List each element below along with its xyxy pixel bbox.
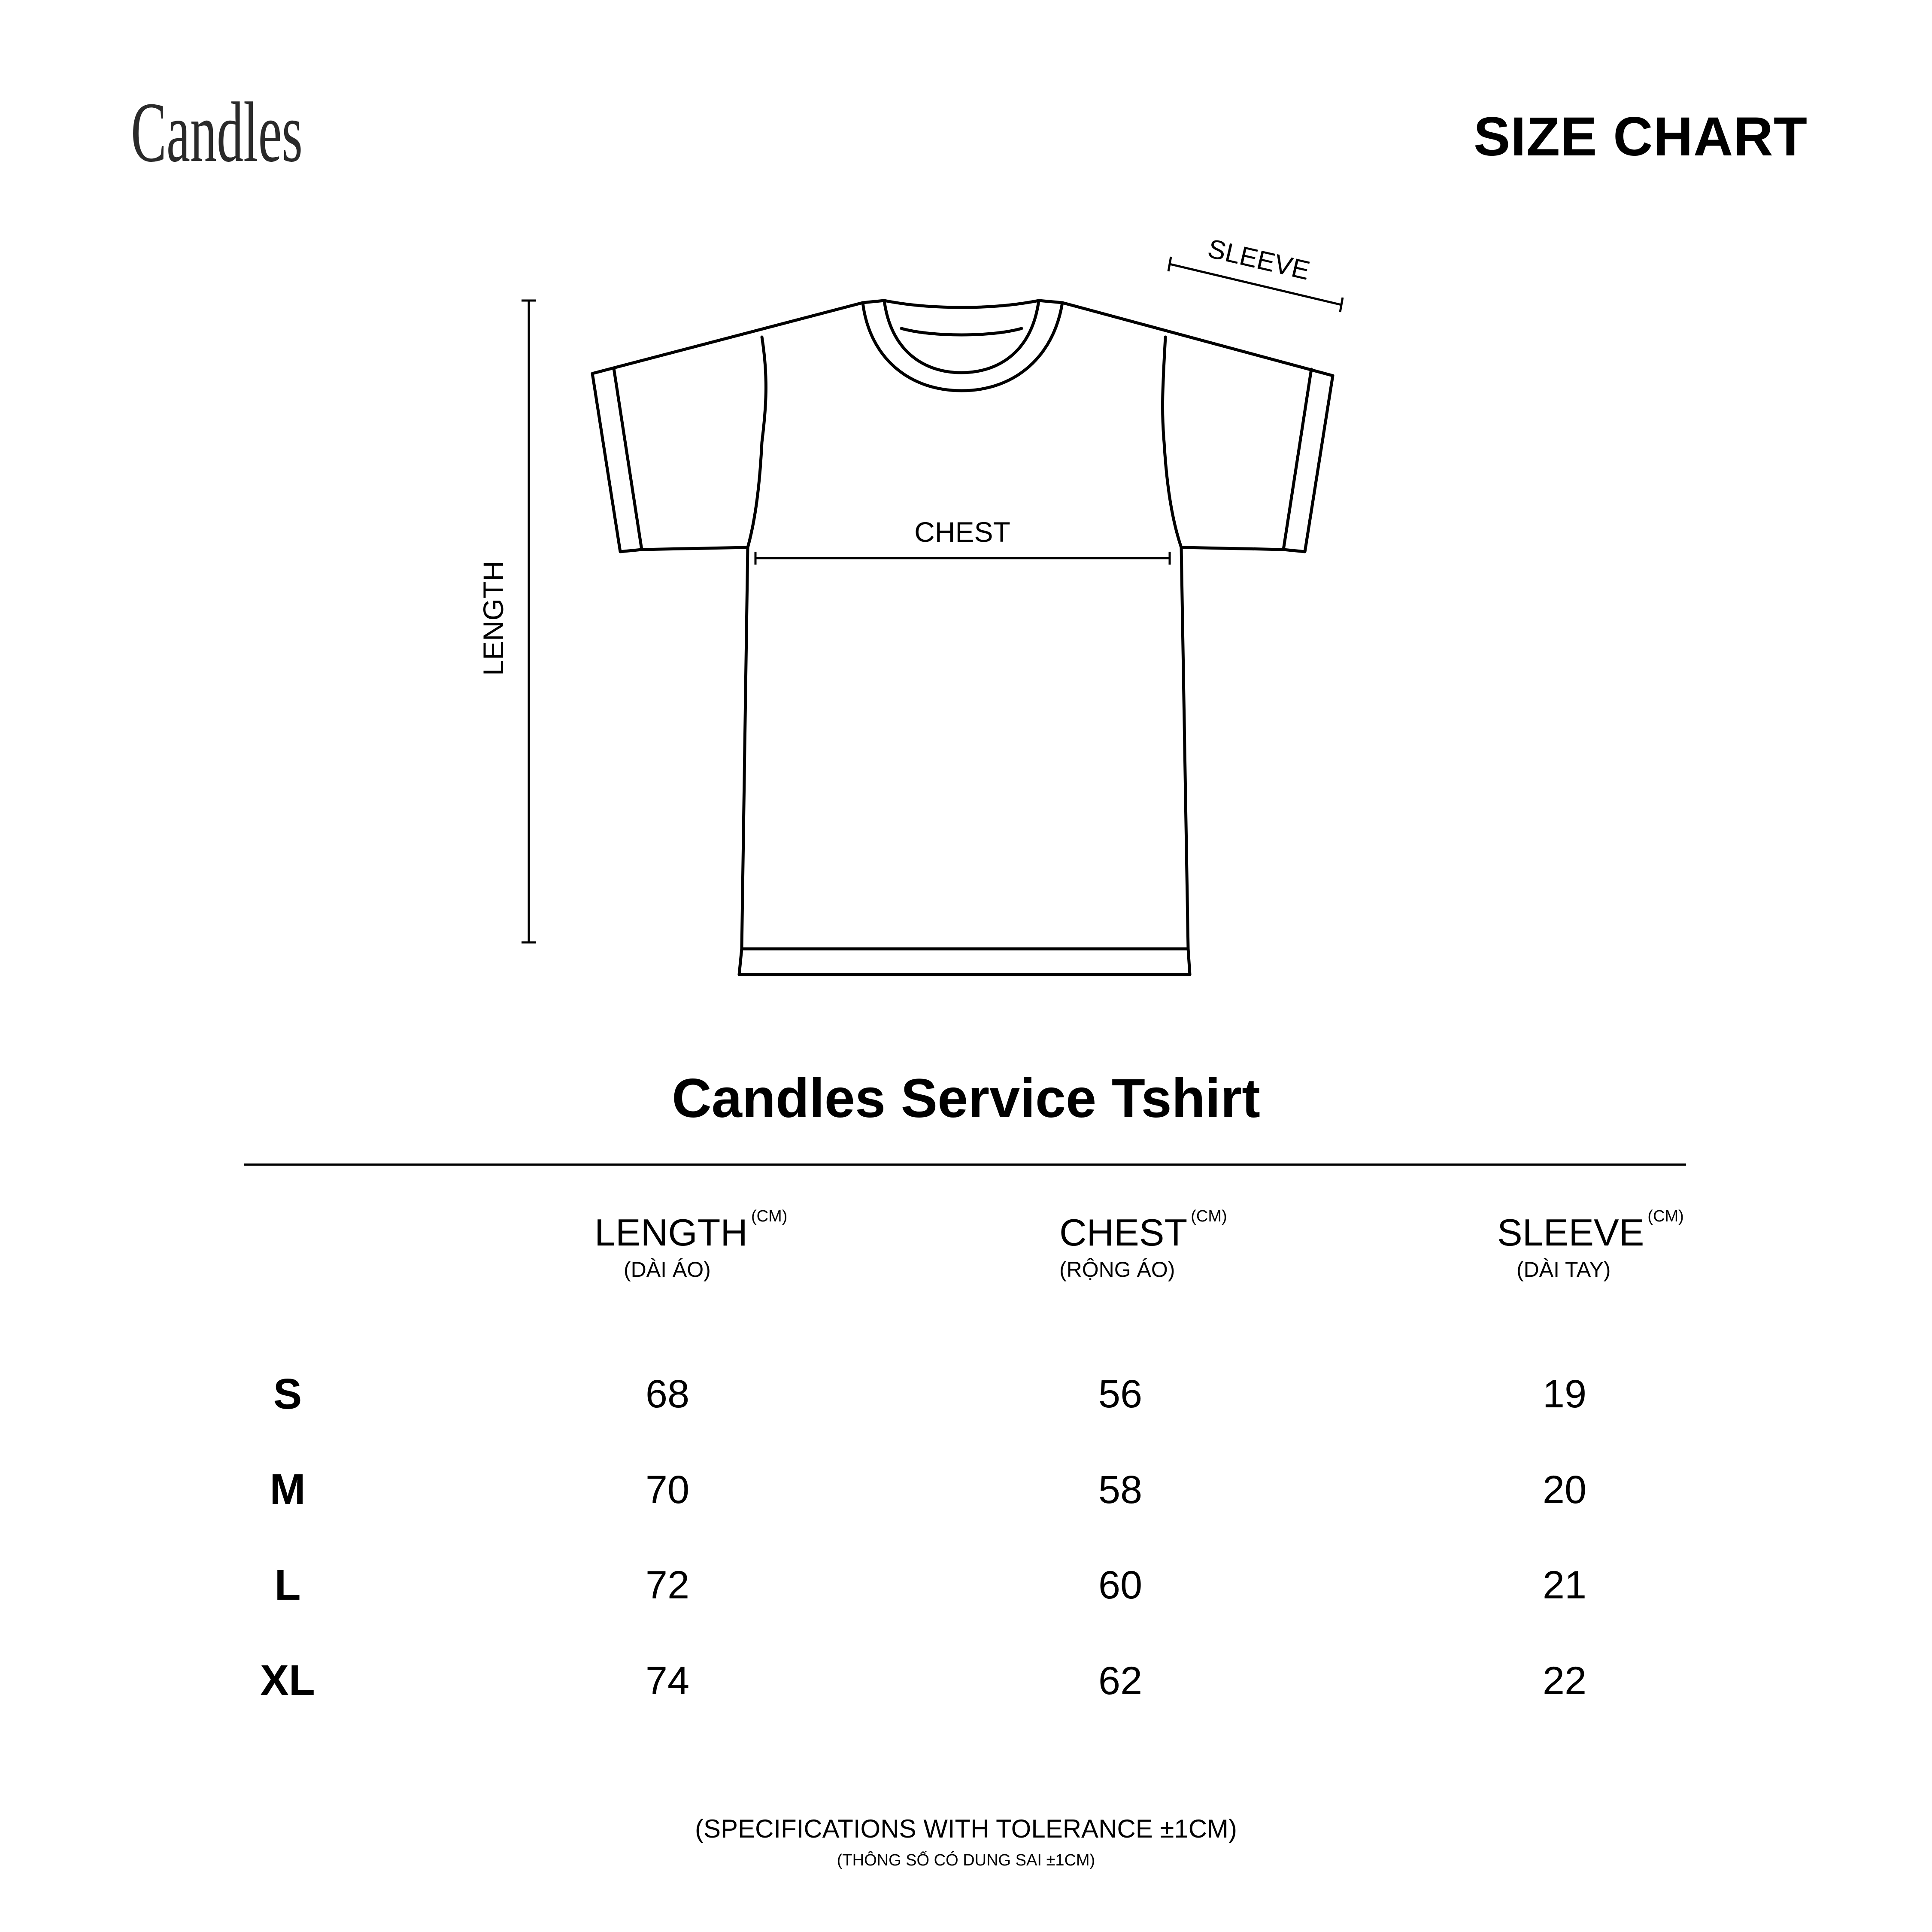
chest-value: 56 <box>1098 1372 1143 1416</box>
column-header-length <box>594 1207 788 1282</box>
column-unit: (CM) <box>1647 1207 1684 1225</box>
tolerance-note-vi: (THÔNG SỐ CÓ DUNG SAI ±1CM) <box>837 1851 1095 1869</box>
chest-value: 60 <box>1098 1563 1143 1607</box>
column-sublabel: (RỘNG ÁO) <box>1059 1258 1175 1282</box>
length-value: 70 <box>645 1468 690 1512</box>
tshirt-diagram <box>464 223 1391 996</box>
product-title: Candles Service Tshirt <box>672 1068 1260 1129</box>
brand-logo <box>131 75 311 178</box>
sleeve-label: SLEEVE <box>1205 234 1313 286</box>
column-unit: (CM) <box>751 1207 788 1225</box>
sleeve-value: 20 <box>1542 1468 1587 1512</box>
chest-value: 58 <box>1098 1468 1143 1512</box>
column-label: SLEEVE <box>1497 1211 1644 1254</box>
sleeve-value: 22 <box>1542 1659 1587 1703</box>
sleeve-value: 21 <box>1542 1563 1587 1607</box>
column-header-chest <box>1059 1207 1227 1282</box>
brand-logo-text: Candles <box>131 85 303 180</box>
divider <box>244 1163 1686 1166</box>
column-label: LENGTH <box>594 1211 748 1254</box>
column-sublabel: (DÀI ÁO) <box>624 1258 711 1282</box>
tolerance-note: (SPECIFICATIONS WITH TOLERANCE ±1CM) <box>695 1814 1237 1843</box>
size-label: L <box>274 1561 301 1609</box>
length-value: 72 <box>645 1563 690 1607</box>
chest-label: CHEST <box>914 516 1010 548</box>
size-label: S <box>273 1370 302 1418</box>
length-value: 68 <box>645 1372 690 1416</box>
column-sublabel: (DÀI TAY) <box>1516 1258 1611 1282</box>
column-label: CHEST <box>1059 1211 1188 1254</box>
size-label: XL <box>260 1656 315 1704</box>
column-header-sleeve <box>1497 1207 1684 1282</box>
chest-value: 62 <box>1098 1659 1143 1703</box>
size-label: M <box>270 1465 306 1513</box>
sleeve-value: 19 <box>1542 1372 1587 1416</box>
length-value: 74 <box>645 1659 690 1703</box>
column-unit: (CM) <box>1191 1207 1227 1225</box>
length-label: LENGTH <box>477 561 509 676</box>
page-title: SIZE CHART <box>1474 106 1808 167</box>
